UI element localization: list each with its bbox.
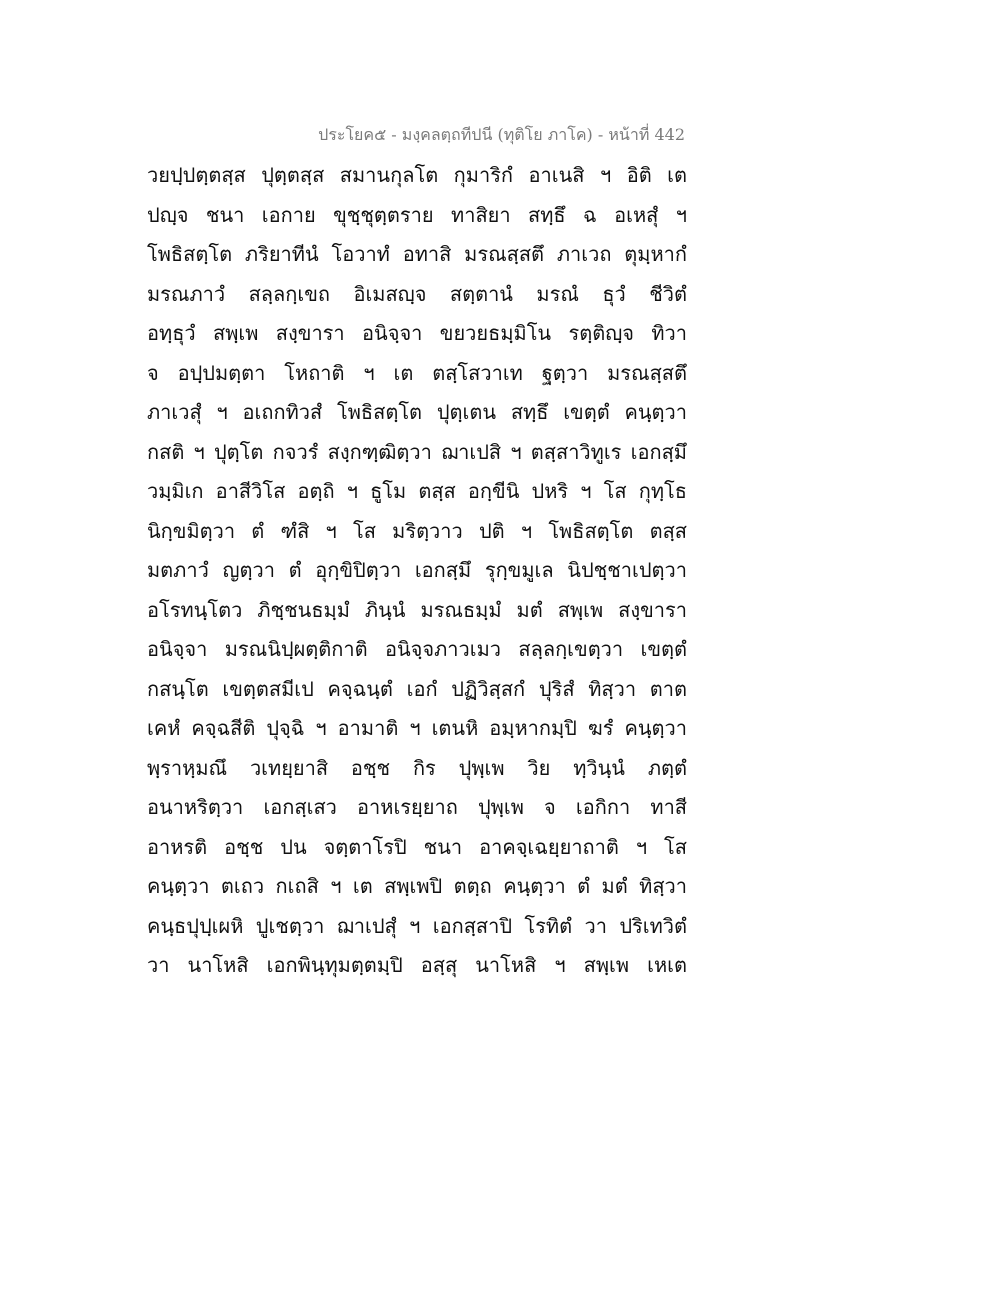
text-line: วมฺมิเก อาสีวิโส อตฺถิ ฯ ธูโม ตสฺส อกฺขีนิ ปหริ ฯ โส กุทฺโธ xyxy=(147,479,687,503)
text-line: กสนฺโต เขตฺตสมีเป คจฺฉนฺตํ เอกํ ปฏิวิสฺสกํ ปุริสํ ทิสฺวา ตาต xyxy=(147,676,687,701)
text-line: มรณภาวํ สลฺลกฺเขถ อิเมสญฺจ สตฺตานํ มรณํ ธุวํ ชีวิตํ xyxy=(147,281,687,306)
text-line: อโรทนฺโตว ภิชฺชนธมฺมํ ภินฺนํ มรณธมฺมํ มตํ สพฺเพ สงฺขารา xyxy=(147,597,687,622)
text-line: โพธิสตฺโต ภริยาทีนํ โอวาทํ อทาสิ มรณสฺสตึ ภาเวถ ตุมฺหากํ xyxy=(147,242,687,266)
text-line: วา นาโหสิ เอกพินฺทุมตฺตมฺปิ อสฺสุ นาโหสิ ฯ สพฺเพ เหเต xyxy=(147,953,687,977)
text-line: กสติ ฯ ปุตฺโต กจวรํ สงฺกฑฺฒิตฺวา ฌาเปสิ ฯ ตสฺสาวิทูเร เอกสฺมึ xyxy=(147,439,687,464)
text-line: มตภาวํ ญตฺวา ตํ อุกฺขิปิตฺวา เอกสฺมึ รุกฺขมูเล นิปชฺชาเปตฺวา xyxy=(147,558,687,582)
text-line: พฺราหฺมณึ วเทยฺยาสิ อชฺช กิร ปุพฺเพ วิย ทฺวินฺนํ ภตฺตํ xyxy=(147,755,687,780)
text-line: คนฺธปุปฺเผหิ ปูเชตฺวา ฌาเปสุํ ฯ เอกสฺสาปิ โรทิตํ วา ปริเทวิตํ xyxy=(147,913,687,938)
text-line: เคหํ คจฺฉสีติ ปุจฺฉิ ฯ อามาติ ฯ เตนหิ อมฺหากมฺปิ ฆรํ คนฺตฺวา xyxy=(147,716,687,740)
running-header: ประโยค๕ - มงฺคลตฺถทีปนี (ทุติโย ภาโค) - หน้าที่ 442 xyxy=(318,125,685,144)
text-line: อทฺธุวํ สพฺเพ สงฺขารา อนิจฺจา ขยวยธมฺมิโน รตฺติญฺจ ทิวา xyxy=(147,321,687,345)
text-line: อนาหริตฺวา เอกสฺเสว อาหเรยฺยาถ ปุพฺเพ จ เอกิกา ทาสี xyxy=(147,795,687,819)
text-line: วยปฺปตฺตสฺส ปุตฺตสฺส สมานกุลโต กุมาริกํ อาเนสิ ฯ อิติ เต xyxy=(147,163,687,187)
text-line: ปญฺจ ชนา เอกาย ขุชฺชุตฺตราย ทาสิยา สทฺธึ ฉ อเหสุํ ฯ xyxy=(147,202,687,227)
body-text xyxy=(147,156,687,986)
text-line: นิกฺขมิตฺวา ตํ ฑํสิ ฯ โส มริตฺวาว ปติ ฯ โพธิสตฺโต ตสฺส xyxy=(147,518,687,543)
text-line: อาหรติ อชฺช ปน จตฺตาโรปิ ชนา อาคจฺเฉยฺยาถาติ ฯ โส xyxy=(147,834,687,859)
text-line: ภาเวสุํ ฯ อเถกทิวสํ โพธิสตฺโต ปุตฺเตน สทฺธึ เขตฺตํ คนฺตฺวา xyxy=(147,400,687,424)
text-line: จ อปฺปมตฺตา โหถาติ ฯ เต ตสฺโสวาเท ฐตฺวา มรณสฺสตึ xyxy=(147,360,687,385)
text-line: อนิจฺจา มรณนิปฺผตฺติกาติ อนิจฺจภาวเมว สลฺลกฺเขตฺวา เขตฺตํ xyxy=(147,637,687,661)
text-line: คนฺตฺวา ตเถว กเถสิ ฯ เต สพฺเพปิ ตตฺถ คนฺตฺวา ตํ มตํ ทิสฺวา xyxy=(147,874,687,898)
